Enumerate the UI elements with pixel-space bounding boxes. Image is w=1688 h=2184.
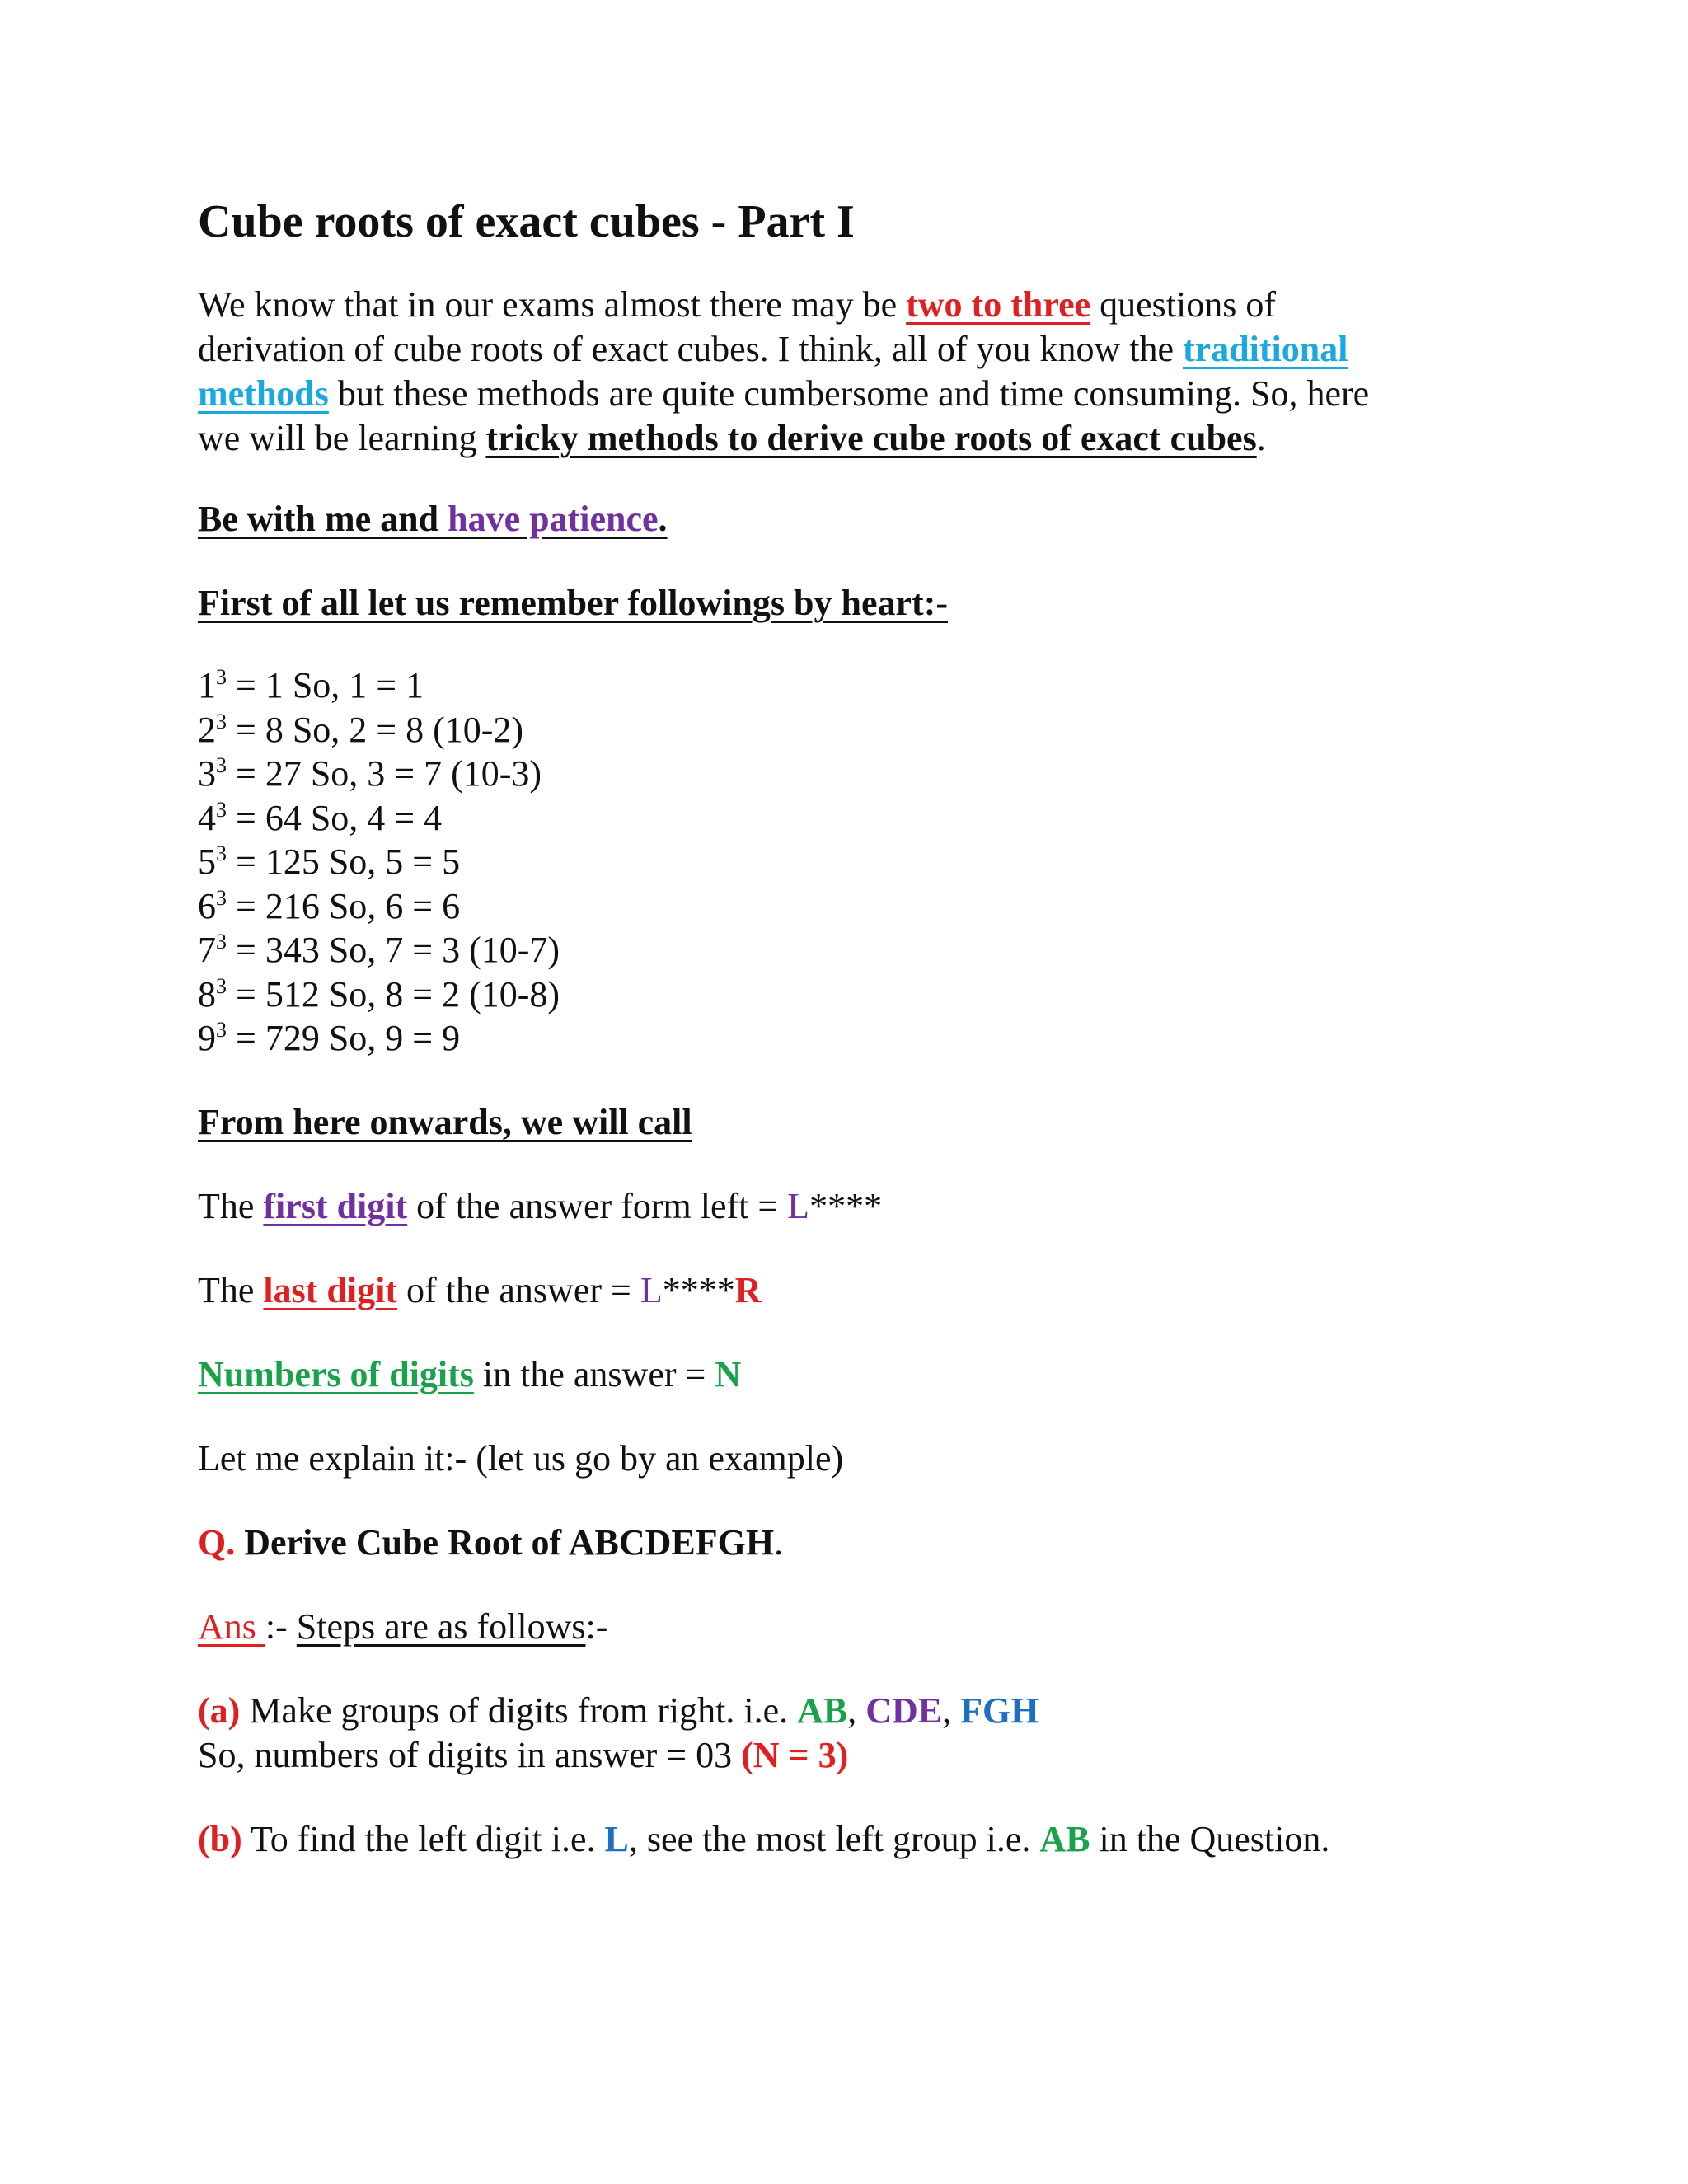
step-b-text: To find the left digit i.e.: [241, 1818, 605, 1859]
cube-line: [198, 752, 1484, 796]
cube-base: 6: [198, 885, 216, 926]
step-a-text: Make groups of digits from right. i.e.: [240, 1690, 798, 1731]
definition-text: in the answer =: [473, 1353, 715, 1394]
cube-equation: = 729 So, 9 = 9: [227, 1018, 461, 1059]
group-ab: AB: [797, 1690, 848, 1731]
step-b: [198, 1817, 1484, 1862]
cube-equation: = 1 So, 1 = 1: [227, 665, 424, 706]
separator: ,: [847, 1690, 866, 1731]
cube-base: 4: [198, 797, 216, 838]
separator: ,: [942, 1690, 961, 1731]
cube-line: [198, 1016, 1484, 1061]
definition-stars: ****: [662, 1269, 735, 1310]
cube-exponent: 3: [216, 841, 227, 866]
cube-base: 5: [198, 841, 216, 883]
cube-line: [198, 840, 1484, 884]
step-a-n-value: (N = 3): [741, 1734, 849, 1775]
cube-base: 8: [198, 973, 216, 1015]
definition-number-of-digits: [198, 1352, 1484, 1397]
patience-text: Be with me and: [198, 499, 448, 540]
cube-line: [198, 972, 1484, 1017]
page-title: Cube roots of exact cubes - Part I: [198, 196, 855, 247]
cube-exponent: 3: [216, 797, 227, 822]
answer-label: Ans: [198, 1605, 265, 1647]
document-page: [198, 194, 1484, 1862]
cube-base: 9: [198, 1018, 216, 1059]
intro-text: but these methods are quite cumbersome and time consuming. So, here: [328, 373, 1370, 415]
group-fgh: FGH: [960, 1690, 1039, 1731]
cube-equation: = 125 So, 5 = 5: [227, 841, 461, 883]
step-b-label: (b): [198, 1818, 242, 1859]
cube-list: [198, 663, 1484, 1061]
question-text: Derive Cube Root of ABCDEFGH: [235, 1521, 775, 1563]
symbol-L: L: [787, 1185, 810, 1226]
cube-equation: = 216 So, 6 = 6: [227, 885, 461, 926]
cube-exponent: 3: [216, 753, 227, 778]
symbol-R: R: [734, 1269, 762, 1310]
step-b-text: in the Question.: [1090, 1818, 1330, 1859]
cube-line: [198, 708, 1484, 752]
cube-exponent: 3: [216, 930, 227, 954]
highlight-tricky-methods: tricky methods to derive cube roots of exact cubes: [485, 418, 1257, 459]
highlight-two-to-three: two to three: [906, 284, 1091, 326]
cube-equation: = 27 So, 3 = 7 (10-3): [227, 753, 542, 794]
explain-line: Let me explain it:- (let us go by an example): [198, 1437, 844, 1479]
intro-text: we will be learning: [198, 418, 486, 459]
highlight-traditional: traditional: [1183, 329, 1348, 370]
intro-text: .: [1256, 418, 1266, 459]
cube-line: [198, 928, 1484, 972]
onwards-heading: From here onwards, we will call: [198, 1101, 692, 1142]
definition-stars: ****: [809, 1185, 883, 1226]
step-a-count-text: So, numbers of digits in answer = 03: [198, 1734, 742, 1775]
symbol-N: N: [715, 1353, 742, 1394]
group-cde: CDE: [865, 1690, 943, 1731]
answer-separator: :-: [265, 1605, 297, 1647]
intro-text: We know that in our exams almost there may be: [198, 284, 907, 326]
patience-text: .: [658, 499, 668, 540]
highlight-first-digit: first digit: [263, 1185, 408, 1226]
symbol-L: L: [640, 1269, 663, 1310]
cube-equation: = 8 So, 2 = 8 (10-2): [227, 709, 524, 750]
cube-equation: = 64 So, 4 = 4: [227, 797, 443, 838]
definition-text: The: [198, 1269, 264, 1310]
step-a: [198, 1689, 1484, 1778]
step-b-text: , see the most left group i.e.: [628, 1818, 1040, 1859]
question-line: [198, 1521, 1484, 1565]
cube-base: 1: [198, 665, 216, 706]
cube-exponent: 3: [216, 665, 227, 690]
cube-exponent: 3: [216, 973, 227, 998]
answer-steps-text: Steps are as follows: [296, 1605, 586, 1647]
cube-exponent: 3: [216, 885, 227, 910]
cube-line: [198, 884, 1484, 929]
definition-text: of the answer form left =: [407, 1185, 788, 1226]
answer-line: [198, 1605, 1484, 1649]
step-a-label: (a): [198, 1690, 241, 1731]
cube-exponent: 3: [216, 1018, 227, 1043]
symbol-L: L: [604, 1818, 629, 1859]
cube-equation: = 343 So, 7 = 3 (10-7): [227, 930, 560, 971]
highlight-methods: methods: [198, 373, 329, 415]
patience-line: [198, 497, 1484, 541]
definition-text: of the answer =: [396, 1269, 640, 1310]
remember-heading: First of all let us remember followings by heart:-: [198, 583, 948, 624]
question-end: .: [774, 1521, 784, 1563]
cube-line: [198, 663, 1484, 708]
highlight-have-patience: have patience: [448, 499, 659, 540]
cube-equation: = 512 So, 8 = 2 (10-8): [227, 973, 560, 1015]
cube-exponent: 3: [216, 709, 227, 733]
intro-text: questions of: [1090, 284, 1277, 326]
question-label: Q.: [198, 1521, 236, 1563]
definition-first-digit: [198, 1184, 1484, 1229]
cube-base: 7: [198, 930, 216, 971]
cube-base: 3: [198, 753, 216, 794]
answer-end: :-: [585, 1605, 608, 1647]
highlight-last-digit: last digit: [263, 1269, 397, 1310]
intro-paragraph: [198, 283, 1484, 461]
intro-text: derivation of cube roots of exact cubes. I think, all of you know the: [198, 329, 1184, 370]
cube-base: 2: [198, 709, 216, 750]
cube-line: [198, 796, 1484, 841]
group-ab: AB: [1039, 1818, 1090, 1859]
definition-text: The: [198, 1185, 264, 1226]
highlight-numbers-of-digits: Numbers of digits: [198, 1353, 474, 1394]
definition-last-digit: [198, 1268, 1484, 1313]
